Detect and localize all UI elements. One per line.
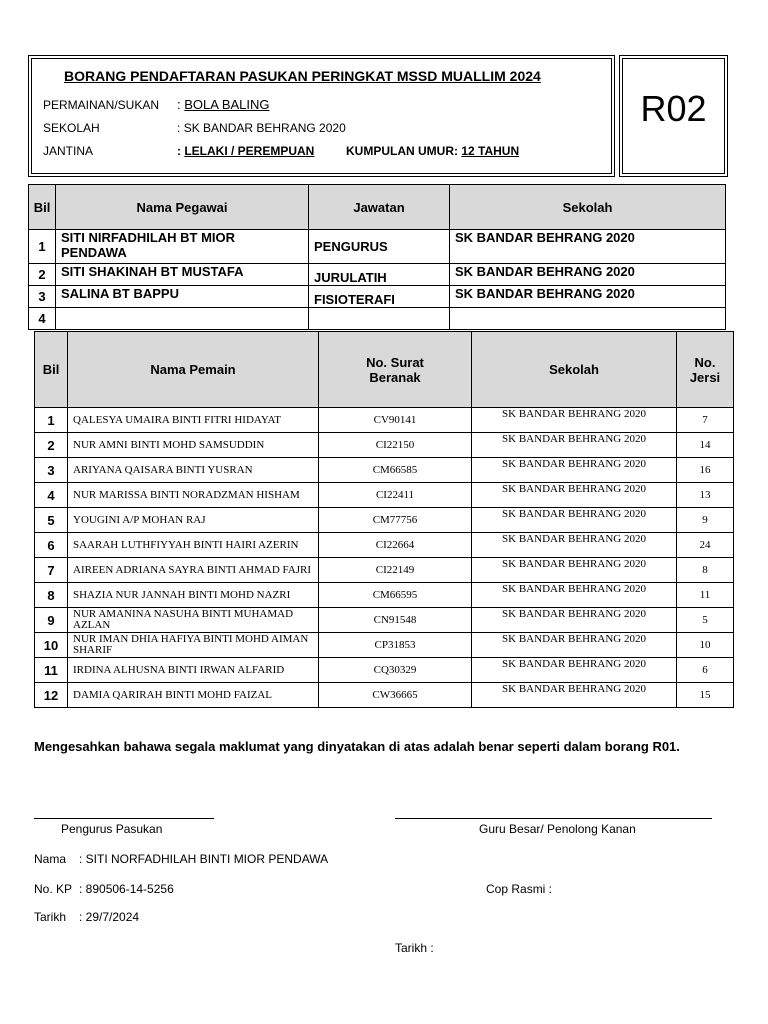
staff-row (29, 286, 726, 308)
player-row (35, 558, 734, 583)
staff-nama: SITI SHAKINAH BT MUSTAFA (56, 264, 309, 286)
kp-label: No. KP (34, 882, 73, 896)
player-bil: 8 (35, 583, 68, 608)
staff-bil: 2 (29, 264, 56, 286)
player-row (35, 483, 734, 508)
date-value: : 29/7/2024 (79, 910, 140, 924)
player-birth-cert: CQ30329 (319, 658, 472, 683)
player-school: SK BANDAR BEHRANG 2020 (472, 458, 677, 483)
player-bil: 3 (35, 458, 68, 483)
age-label: KUMPULAN UMUR: (346, 144, 458, 158)
player-col-sekolah: Sekolah (472, 332, 677, 408)
right-signature-title: Guru Besar/ Penolong Kanan (479, 822, 636, 836)
confirmation-text: Mengesahkan bahawa segala maklumat yang dinyatakan di atas adalah benar seperti dalam borang R01. (34, 739, 680, 754)
right-date-label: Tarikh : (395, 941, 434, 955)
player-birth-cert: CM66585 (319, 458, 472, 483)
player-birth-cert: CP31853 (319, 633, 472, 658)
player-name: NUR IMAN DHIA HAFIYA BINTI MOHD AIMAN SHARIF (68, 633, 319, 658)
staff-header-row (29, 185, 726, 230)
player-table (34, 331, 734, 708)
player-name: AIREEN ADRIANA SAYRA BINTI AHMAD FAJRI (68, 558, 319, 583)
kp-value: : 890506-14-5256 (79, 882, 174, 896)
player-jersey: 8 (677, 558, 734, 583)
player-bil: 5 (35, 508, 68, 533)
staff-sekolah: SK BANDAR BEHRANG 2020 (450, 286, 726, 308)
left-signature-title: Pengurus Pasukan (61, 822, 163, 836)
player-row (35, 408, 734, 433)
player-school: SK BANDAR BEHRANG 2020 (472, 408, 677, 433)
staff-row (29, 308, 726, 330)
player-row (35, 458, 734, 483)
staff-nama: SALINA BT BAPPU (56, 286, 309, 308)
player-row (35, 683, 734, 708)
player-birth-cert: CN91548 (319, 608, 472, 633)
staff-col-jawatan: Jawatan (309, 185, 450, 230)
player-row (35, 533, 734, 558)
staff-table (28, 184, 726, 330)
form-title: BORANG PENDAFTARAN PASUKAN PERINGKAT MSSD MUALLIM 2024 (64, 68, 541, 84)
player-birth-cert: CV90141 (319, 408, 472, 433)
player-school: SK BANDAR BEHRANG 2020 (472, 583, 677, 608)
staff-bil: 1 (29, 230, 56, 264)
staff-sekolah: SK BANDAR BEHRANG 2020 (450, 230, 726, 264)
player-bil: 9 (35, 608, 68, 633)
player-jersey: 10 (677, 633, 734, 658)
staff-jawatan (309, 308, 450, 330)
staff-col-sekolah: Sekolah (450, 185, 726, 230)
player-school: SK BANDAR BEHRANG 2020 (472, 633, 677, 658)
player-jersey: 9 (677, 508, 734, 533)
player-birth-cert: CW36665 (319, 683, 472, 708)
staff-jawatan: FISIOTERAFI (309, 286, 450, 308)
name-value: : SITI NORFADHILAH BINTI MIOR PENDAWA (79, 852, 329, 866)
player-school: SK BANDAR BEHRANG 2020 (472, 483, 677, 508)
player-jersey: 16 (677, 458, 734, 483)
player-col-bil: Bil (35, 332, 68, 408)
school-value: SK BANDAR BEHRANG 2020 (183, 121, 346, 135)
staff-jawatan: JURULATIH (309, 264, 450, 286)
player-name: QALESYA UMAIRA BINTI FITRI HIDAYAT (68, 408, 319, 433)
staff-jawatan: PENGURUS (309, 230, 450, 264)
player-school: SK BANDAR BEHRANG 2020 (472, 533, 677, 558)
sport-value: BOLA BALING (184, 97, 270, 112)
player-jersey: 13 (677, 483, 734, 508)
staff-row (29, 264, 726, 286)
player-birth-cert: CI22664 (319, 533, 472, 558)
player-col-jersi: No. Jersi (677, 332, 734, 408)
player-row (35, 658, 734, 683)
player-school: SK BANDAR BEHRANG 2020 (472, 608, 677, 633)
player-bil: 7 (35, 558, 68, 583)
player-name: NUR AMANINA NASUHA BINTI MUHAMAD AZLAN (68, 608, 319, 633)
player-birth-cert: CI22150 (319, 433, 472, 458)
staff-bil: 4 (29, 308, 56, 330)
gender-value: LELAKI / PEREMPUAN (184, 144, 315, 158)
sport-value-row (177, 97, 270, 112)
right-signature-line (395, 818, 712, 819)
player-jersey: 5 (677, 608, 734, 633)
player-rows (35, 408, 734, 708)
player-name: DAMIA QARIRAH BINTI MOHD FAIZAL (68, 683, 319, 708)
player-name: YOUGINI A/P MOHAN RAJ (68, 508, 319, 533)
player-jersey: 24 (677, 533, 734, 558)
colon: : (177, 144, 181, 158)
age-group (346, 144, 519, 158)
player-birth-cert: CI22411 (319, 483, 472, 508)
player-school: SK BANDAR BEHRANG 2020 (472, 508, 677, 533)
staff-col-nama: Nama Pegawai (56, 185, 309, 230)
player-birth-cert: CM77756 (319, 508, 472, 533)
player-row (35, 608, 734, 633)
player-bil: 12 (35, 683, 68, 708)
gender-label: JANTINA (43, 144, 94, 158)
player-row (35, 508, 734, 533)
player-name: ARIYANA QAISARA BINTI YUSRAN (68, 458, 319, 483)
player-row (35, 433, 734, 458)
player-jersey: 14 (677, 433, 734, 458)
sport-label: PERMAINAN/SUKAN (43, 98, 160, 112)
player-name: NUR MARISSA BINTI NORADZMAN HISHAM (68, 483, 319, 508)
staff-sekolah (450, 308, 726, 330)
player-bil: 1 (35, 408, 68, 433)
player-bil: 10 (35, 633, 68, 658)
player-school: SK BANDAR BEHRANG 2020 (472, 683, 677, 708)
player-bil: 6 (35, 533, 68, 558)
colon: : (177, 97, 181, 112)
player-row (35, 583, 734, 608)
player-birth-cert: CM66595 (319, 583, 472, 608)
player-name: NUR AMNI BINTI MOHD SAMSUDDIN (68, 433, 319, 458)
player-name: SHAZIA NUR JANNAH BINTI MOHD NAZRI (68, 583, 319, 608)
player-header-row (35, 332, 734, 408)
player-school: SK BANDAR BEHRANG 2020 (472, 433, 677, 458)
form-code: R02 (640, 88, 707, 129)
staff-bil: 3 (29, 286, 56, 308)
staff-sekolah: SK BANDAR BEHRANG 2020 (450, 264, 726, 286)
player-jersey: 15 (677, 683, 734, 708)
staff-row (29, 230, 726, 264)
player-jersey: 7 (677, 408, 734, 433)
staff-nama (56, 308, 309, 330)
staff-col-bil: Bil (29, 185, 56, 230)
player-school: SK BANDAR BEHRANG 2020 (472, 558, 677, 583)
player-bil: 2 (35, 433, 68, 458)
player-jersey: 6 (677, 658, 734, 683)
age-value: 12 TAHUN (461, 144, 520, 158)
player-birth-cert: CI22149 (319, 558, 472, 583)
colon: : (177, 121, 181, 135)
stamp-label: Cop Rasmi : (486, 882, 553, 896)
player-col-surat: No. Surat Beranak (319, 332, 472, 408)
player-bil: 11 (35, 658, 68, 683)
school-label: SEKOLAH (43, 121, 100, 135)
staff-nama: SITI NIRFADHILAH BT MIOR PENDAWA (56, 230, 309, 264)
gender-value-row (177, 144, 314, 158)
school-value-row (177, 121, 346, 135)
player-name: SAARAH LUTHFIYYAH BINTI HAIRI AZERIN (68, 533, 319, 558)
date-label: Tarikh (34, 910, 67, 924)
player-bil: 4 (35, 483, 68, 508)
left-signature-line (34, 818, 214, 819)
player-jersey: 11 (677, 583, 734, 608)
player-school: SK BANDAR BEHRANG 2020 (472, 658, 677, 683)
player-name: IRDINA ALHUSNA BINTI IRWAN ALFARID (68, 658, 319, 683)
player-row (35, 633, 734, 658)
player-col-nama: Nama Pemain (68, 332, 319, 408)
name-label: Nama (34, 852, 67, 866)
